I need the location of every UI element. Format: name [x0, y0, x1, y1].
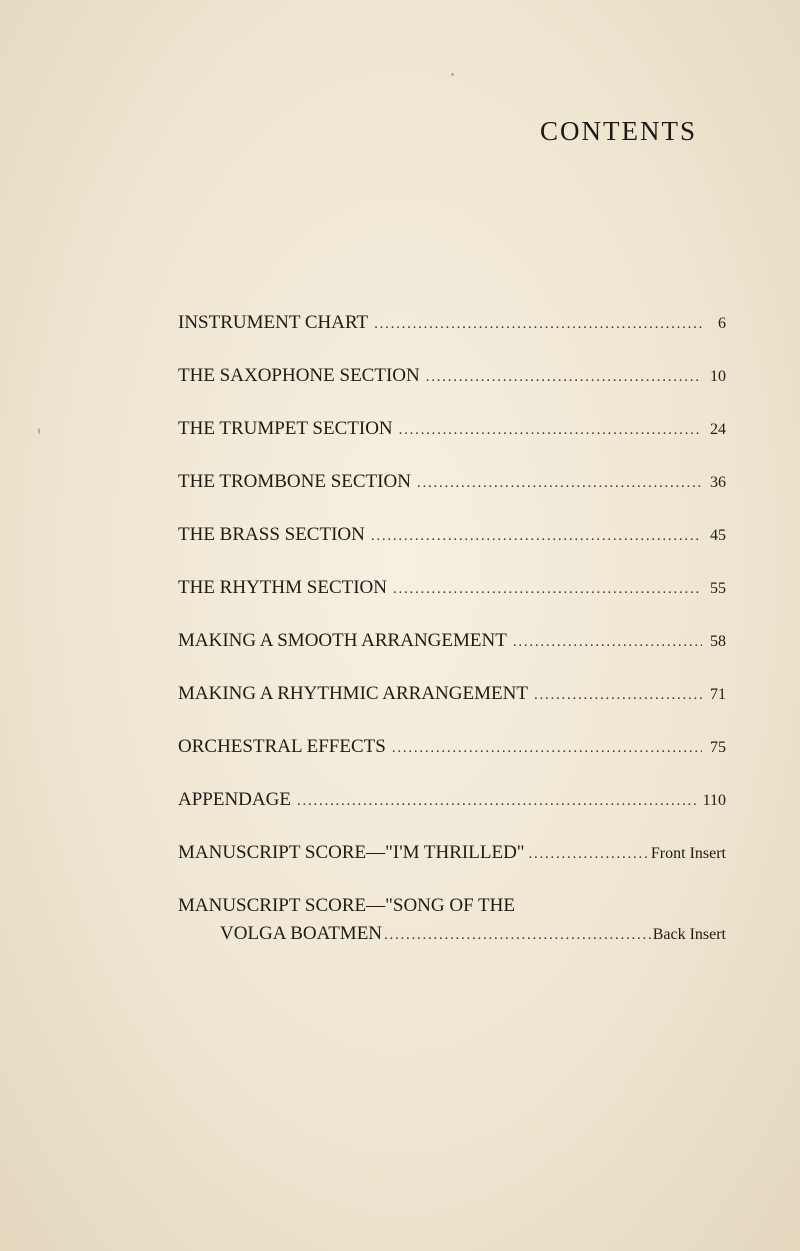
paper-speck	[38, 428, 40, 434]
toc-page-number: 110	[702, 792, 726, 809]
toc-page-number: 71	[710, 686, 726, 703]
toc-entry-title: THE SAXOPHONE SECTION	[178, 365, 420, 386]
toc-entry-title: THE BRASS SECTION	[178, 524, 365, 545]
dot-leader	[529, 846, 647, 863]
toc-entry	[178, 524, 726, 577]
toc-entry-title: MANUSCRIPT SCORE—"I'M THRILLED"	[178, 842, 525, 863]
dot-leader	[426, 369, 702, 386]
toc-page-number: 75	[710, 739, 726, 756]
toc-entry	[178, 630, 726, 683]
dot-leader	[513, 634, 702, 651]
toc-entry-title: THE RHYTHM SECTION	[178, 577, 387, 598]
dot-leader	[297, 793, 697, 810]
table-of-contents	[178, 312, 726, 945]
toc-entry-title: ORCHESTRAL EFFECTS	[178, 736, 386, 757]
toc-page-number: Front Insert	[650, 845, 726, 862]
toc-page-number: 45	[710, 527, 726, 544]
toc-entry-title-line2: VOLGA BOATMEN	[220, 923, 383, 944]
paper-speck	[451, 73, 454, 76]
toc-page-number: 6	[718, 315, 726, 332]
toc-entry-title: MAKING A RHYTHMIC ARRANGEMENT	[178, 683, 528, 704]
toc-entry	[178, 736, 726, 789]
toc-entry	[178, 418, 726, 471]
dot-leader	[371, 528, 702, 545]
toc-entry-title: THE TRUMPET SECTION	[178, 418, 393, 439]
dot-leader	[393, 581, 702, 598]
toc-page-number: 55	[710, 580, 726, 597]
toc-entry	[178, 842, 726, 895]
dot-leader	[392, 740, 702, 757]
toc-entry-title: THE TROMBONE SECTION	[178, 471, 411, 492]
toc-page-number: 10	[710, 368, 726, 385]
toc-page-number: 24	[710, 421, 726, 438]
toc-page-number: 58	[710, 633, 726, 650]
dot-leader	[417, 475, 702, 492]
page-title: CONTENTS	[540, 116, 697, 146]
toc-entry-title: MAKING A SMOOTH ARRANGEMENT	[178, 630, 507, 651]
toc-entry-title-line1: MANUSCRIPT SCORE—"SONG OF THE	[178, 895, 515, 916]
toc-entry-title: APPENDAGE	[178, 789, 291, 810]
dot-leader	[534, 687, 702, 704]
dot-leader	[384, 927, 651, 944]
toc-entry	[178, 683, 726, 736]
toc-entry-multiline	[178, 895, 726, 945]
toc-entry	[178, 365, 726, 418]
toc-entry	[178, 577, 726, 630]
toc-entry	[178, 312, 726, 365]
toc-entry	[178, 471, 726, 524]
toc-page-number: 36	[710, 474, 726, 491]
toc-entry-line2	[178, 923, 726, 945]
toc-entry-title: INSTRUMENT CHART	[178, 312, 369, 333]
toc-entry	[178, 789, 726, 842]
dot-leader	[374, 316, 702, 333]
dot-leader	[399, 422, 702, 439]
toc-page-number: Back Insert	[652, 926, 726, 943]
